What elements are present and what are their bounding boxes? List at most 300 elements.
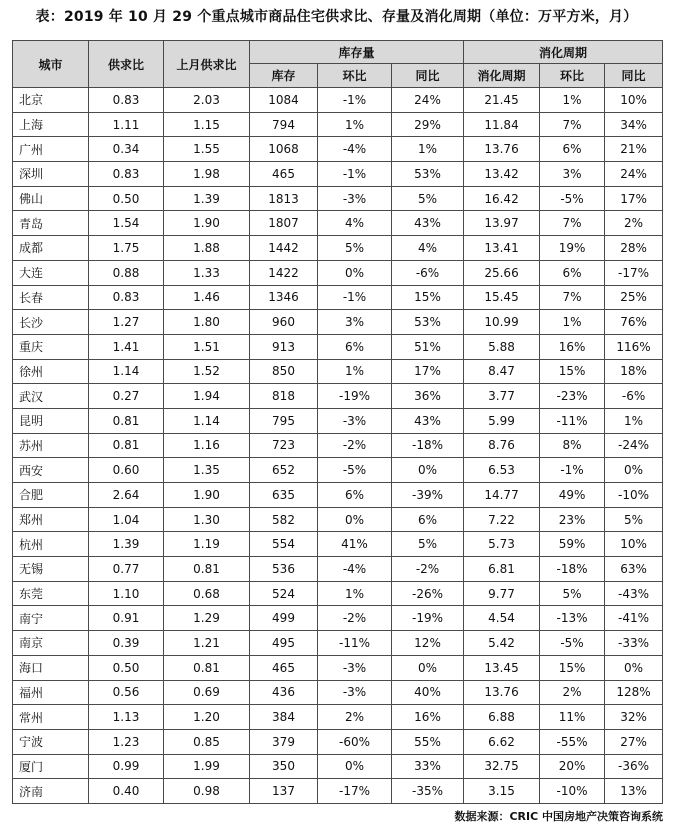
cell-digestion-mom: 6% <box>540 137 605 162</box>
cell-inventory-yoy: 40% <box>392 680 464 705</box>
header-inventory-group: 库存量 <box>250 41 464 64</box>
table-row <box>13 631 663 656</box>
cell-inventory-mom: 6% <box>318 483 392 508</box>
cell-inventory: 536 <box>250 557 318 582</box>
cell-inventory: 495 <box>250 631 318 656</box>
cell-inventory-mom: 5% <box>318 236 392 261</box>
header-supply-demand: 供求比 <box>89 41 164 88</box>
cell-digestion-cycle: 6.62 <box>464 729 540 754</box>
cell-inventory-mom: 3% <box>318 310 392 335</box>
cell-inventory: 794 <box>250 112 318 137</box>
cell-digestion-cycle: 13.42 <box>464 162 540 187</box>
cell-last-month-supply-demand: 0.81 <box>164 655 250 680</box>
cell-digestion-yoy: 1% <box>605 408 663 433</box>
cell-inventory: 554 <box>250 532 318 557</box>
header-digestion-mom: 环比 <box>540 64 605 88</box>
cell-digestion-mom: 1% <box>540 310 605 335</box>
cell-digestion-cycle: 13.97 <box>464 211 540 236</box>
cell-digestion-mom: 20% <box>540 754 605 779</box>
table-row <box>13 408 663 433</box>
cell-inventory-mom: -3% <box>318 680 392 705</box>
cell-inventory: 1068 <box>250 137 318 162</box>
header-digestion-group: 消化周期 <box>464 41 663 64</box>
cell-inventory: 723 <box>250 433 318 458</box>
cell-digestion-cycle: 8.76 <box>464 433 540 458</box>
cell-inventory: 635 <box>250 483 318 508</box>
cell-inventory-mom: 1% <box>318 359 392 384</box>
cell-digestion-cycle: 5.42 <box>464 631 540 656</box>
cell-digestion-mom: -5% <box>540 186 605 211</box>
cell-inventory-mom: -19% <box>318 384 392 409</box>
cell-last-month-supply-demand: 1.51 <box>164 334 250 359</box>
cell-digestion-mom: 59% <box>540 532 605 557</box>
cell-inventory: 465 <box>250 655 318 680</box>
cell-city: 佛山 <box>13 186 89 211</box>
cell-digestion-yoy: -10% <box>605 483 663 508</box>
cell-inventory-yoy: 17% <box>392 359 464 384</box>
cell-supply-demand: 1.10 <box>89 581 164 606</box>
table-row <box>13 433 663 458</box>
cell-inventory-yoy: 0% <box>392 655 464 680</box>
table-row <box>13 186 663 211</box>
cell-city: 长春 <box>13 285 89 310</box>
cell-last-month-supply-demand: 1.90 <box>164 211 250 236</box>
header-inventory: 库存 <box>250 64 318 88</box>
table-row <box>13 384 663 409</box>
table-row <box>13 680 663 705</box>
cell-city: 上海 <box>13 112 89 137</box>
cell-digestion-cycle: 8.47 <box>464 359 540 384</box>
table-row <box>13 88 663 113</box>
cell-inventory: 350 <box>250 754 318 779</box>
cell-city: 苏州 <box>13 433 89 458</box>
cell-supply-demand: 0.91 <box>89 606 164 631</box>
cell-inventory-yoy: -18% <box>392 433 464 458</box>
cell-last-month-supply-demand: 1.33 <box>164 260 250 285</box>
cell-city: 南宁 <box>13 606 89 631</box>
table-row <box>13 211 663 236</box>
cell-digestion-yoy: 5% <box>605 507 663 532</box>
cell-inventory: 652 <box>250 458 318 483</box>
cell-city: 广州 <box>13 137 89 162</box>
cell-digestion-yoy: 128% <box>605 680 663 705</box>
cell-inventory-mom: -3% <box>318 408 392 433</box>
cell-digestion-mom: 15% <box>540 359 605 384</box>
cell-inventory-yoy: 51% <box>392 334 464 359</box>
cell-inventory: 913 <box>250 334 318 359</box>
cell-digestion-cycle: 7.22 <box>464 507 540 532</box>
cell-inventory: 795 <box>250 408 318 433</box>
cell-inventory: 582 <box>250 507 318 532</box>
cell-digestion-yoy: 34% <box>605 112 663 137</box>
cell-digestion-cycle: 6.81 <box>464 557 540 582</box>
cell-last-month-supply-demand: 1.52 <box>164 359 250 384</box>
cell-digestion-mom: 7% <box>540 285 605 310</box>
cell-inventory: 524 <box>250 581 318 606</box>
cell-digestion-cycle: 3.77 <box>464 384 540 409</box>
header-inventory-mom: 环比 <box>318 64 392 88</box>
cell-inventory: 1422 <box>250 260 318 285</box>
cell-digestion-mom: 11% <box>540 705 605 730</box>
cell-city: 北京 <box>13 88 89 113</box>
cell-city: 成都 <box>13 236 89 261</box>
cell-inventory: 1813 <box>250 186 318 211</box>
cell-digestion-mom: 7% <box>540 211 605 236</box>
cell-supply-demand: 0.50 <box>89 186 164 211</box>
table-title: 表：2019 年 10 月 29 个重点城市商品住宅供求比、存量及消化周期（单位：万平方米，月） <box>35 9 638 25</box>
cell-last-month-supply-demand: 1.46 <box>164 285 250 310</box>
cell-last-month-supply-demand: 0.69 <box>164 680 250 705</box>
cell-digestion-cycle: 9.77 <box>464 581 540 606</box>
cell-last-month-supply-demand: 1.16 <box>164 433 250 458</box>
cell-inventory: 499 <box>250 606 318 631</box>
cell-inventory-yoy: 16% <box>392 705 464 730</box>
cell-last-month-supply-demand: 0.68 <box>164 581 250 606</box>
cell-city: 昆明 <box>13 408 89 433</box>
cell-digestion-yoy: 18% <box>605 359 663 384</box>
cell-last-month-supply-demand: 1.21 <box>164 631 250 656</box>
cell-digestion-yoy: 28% <box>605 236 663 261</box>
cell-digestion-mom: 16% <box>540 334 605 359</box>
cell-digestion-yoy: -43% <box>605 581 663 606</box>
cell-digestion-yoy: 0% <box>605 655 663 680</box>
cell-digestion-cycle: 13.41 <box>464 236 540 261</box>
cell-digestion-yoy: 116% <box>605 334 663 359</box>
cell-digestion-yoy: 25% <box>605 285 663 310</box>
cell-city: 福州 <box>13 680 89 705</box>
cell-digestion-yoy: 21% <box>605 137 663 162</box>
cell-city: 杭州 <box>13 532 89 557</box>
cell-digestion-mom: -13% <box>540 606 605 631</box>
cell-city: 南京 <box>13 631 89 656</box>
cell-digestion-mom: -10% <box>540 779 605 804</box>
cell-inventory-yoy: 53% <box>392 162 464 187</box>
cell-digestion-cycle: 5.88 <box>464 334 540 359</box>
cell-inventory-yoy: 33% <box>392 754 464 779</box>
cell-inventory: 384 <box>250 705 318 730</box>
cell-supply-demand: 0.27 <box>89 384 164 409</box>
cell-city: 合肥 <box>13 483 89 508</box>
cell-supply-demand: 1.14 <box>89 359 164 384</box>
cell-city: 徐州 <box>13 359 89 384</box>
cell-last-month-supply-demand: 1.29 <box>164 606 250 631</box>
cell-digestion-mom: -55% <box>540 729 605 754</box>
cell-digestion-mom: 23% <box>540 507 605 532</box>
cell-digestion-mom: 19% <box>540 236 605 261</box>
cell-last-month-supply-demand: 1.55 <box>164 137 250 162</box>
table-row <box>13 655 663 680</box>
cell-supply-demand: 0.81 <box>89 408 164 433</box>
cell-digestion-cycle: 32.75 <box>464 754 540 779</box>
cell-inventory-mom: 2% <box>318 705 392 730</box>
table-row <box>13 483 663 508</box>
cell-inventory: 436 <box>250 680 318 705</box>
cell-digestion-cycle: 14.77 <box>464 483 540 508</box>
table-row <box>13 458 663 483</box>
cell-inventory-yoy: -6% <box>392 260 464 285</box>
cell-supply-demand: 0.83 <box>89 162 164 187</box>
cell-last-month-supply-demand: 1.19 <box>164 532 250 557</box>
cell-digestion-yoy: -36% <box>605 754 663 779</box>
table-row <box>13 779 663 804</box>
table-row <box>13 162 663 187</box>
cell-city: 大连 <box>13 260 89 285</box>
cell-inventory-mom: 0% <box>318 754 392 779</box>
cell-city: 常州 <box>13 705 89 730</box>
cell-inventory-mom: -4% <box>318 557 392 582</box>
cell-city: 西安 <box>13 458 89 483</box>
cell-city: 海口 <box>13 655 89 680</box>
cell-inventory-yoy: 6% <box>392 507 464 532</box>
table-row <box>13 581 663 606</box>
cell-supply-demand: 1.23 <box>89 729 164 754</box>
cell-supply-demand: 1.04 <box>89 507 164 532</box>
table-row <box>13 334 663 359</box>
table-row <box>13 705 663 730</box>
cell-last-month-supply-demand: 1.98 <box>164 162 250 187</box>
cell-digestion-mom: 1% <box>540 88 605 113</box>
cell-last-month-supply-demand: 0.85 <box>164 729 250 754</box>
cell-digestion-yoy: 17% <box>605 186 663 211</box>
table-row <box>13 112 663 137</box>
cell-digestion-cycle: 21.45 <box>464 88 540 113</box>
cell-supply-demand: 0.99 <box>89 754 164 779</box>
cell-supply-demand: 0.56 <box>89 680 164 705</box>
cell-digestion-mom: -1% <box>540 458 605 483</box>
table-row <box>13 754 663 779</box>
cell-supply-demand: 1.27 <box>89 310 164 335</box>
cell-last-month-supply-demand: 1.30 <box>164 507 250 532</box>
cell-digestion-mom: 5% <box>540 581 605 606</box>
cell-digestion-yoy: -17% <box>605 260 663 285</box>
cell-supply-demand: 0.40 <box>89 779 164 804</box>
cell-last-month-supply-demand: 0.81 <box>164 557 250 582</box>
cell-digestion-cycle: 13.76 <box>464 137 540 162</box>
cell-inventory-yoy: 36% <box>392 384 464 409</box>
cell-city: 宁波 <box>13 729 89 754</box>
cell-inventory-mom: 1% <box>318 112 392 137</box>
cell-inventory: 960 <box>250 310 318 335</box>
cell-inventory-mom: 6% <box>318 334 392 359</box>
cell-inventory-yoy: 15% <box>392 285 464 310</box>
cell-digestion-cycle: 5.73 <box>464 532 540 557</box>
cell-digestion-yoy: 13% <box>605 779 663 804</box>
cell-digestion-yoy: -6% <box>605 384 663 409</box>
cell-last-month-supply-demand: 1.20 <box>164 705 250 730</box>
cell-inventory-mom: -5% <box>318 458 392 483</box>
cell-city: 济南 <box>13 779 89 804</box>
cell-digestion-yoy: 24% <box>605 162 663 187</box>
cell-digestion-cycle: 10.99 <box>464 310 540 335</box>
cell-inventory-yoy: -26% <box>392 581 464 606</box>
cell-last-month-supply-demand: 1.14 <box>164 408 250 433</box>
cell-supply-demand: 1.39 <box>89 532 164 557</box>
cell-digestion-mom: 8% <box>540 433 605 458</box>
table-row <box>13 507 663 532</box>
table-row <box>13 532 663 557</box>
cell-supply-demand: 2.64 <box>89 483 164 508</box>
cell-inventory-yoy: -19% <box>392 606 464 631</box>
cell-digestion-mom: 15% <box>540 655 605 680</box>
cell-inventory-yoy: 1% <box>392 137 464 162</box>
cell-inventory-mom: -60% <box>318 729 392 754</box>
cell-city: 深圳 <box>13 162 89 187</box>
cell-inventory-mom: -11% <box>318 631 392 656</box>
cell-digestion-cycle: 4.54 <box>464 606 540 631</box>
header-digestion-yoy: 同比 <box>605 64 663 88</box>
cell-inventory-mom: -4% <box>318 137 392 162</box>
cell-digestion-cycle: 11.84 <box>464 112 540 137</box>
cell-digestion-cycle: 25.66 <box>464 260 540 285</box>
cell-last-month-supply-demand: 1.39 <box>164 186 250 211</box>
cell-digestion-yoy: 76% <box>605 310 663 335</box>
cell-digestion-yoy: 10% <box>605 532 663 557</box>
cell-inventory: 1084 <box>250 88 318 113</box>
cell-supply-demand: 0.88 <box>89 260 164 285</box>
header-last-month-supply-demand: 上月供求比 <box>164 41 250 88</box>
cell-digestion-yoy: -41% <box>605 606 663 631</box>
cell-supply-demand: 0.83 <box>89 285 164 310</box>
cell-inventory: 1346 <box>250 285 318 310</box>
cell-digestion-yoy: 32% <box>605 705 663 730</box>
cell-last-month-supply-demand: 1.80 <box>164 310 250 335</box>
cell-last-month-supply-demand: 1.35 <box>164 458 250 483</box>
cell-supply-demand: 0.34 <box>89 137 164 162</box>
cell-last-month-supply-demand: 1.99 <box>164 754 250 779</box>
cell-inventory: 137 <box>250 779 318 804</box>
cell-inventory-yoy: -39% <box>392 483 464 508</box>
cell-digestion-mom: -18% <box>540 557 605 582</box>
cell-inventory: 1442 <box>250 236 318 261</box>
cell-inventory: 465 <box>250 162 318 187</box>
housing-data-table <box>12 40 663 804</box>
cell-inventory-mom: -2% <box>318 433 392 458</box>
cell-digestion-yoy: -24% <box>605 433 663 458</box>
cell-inventory-mom: -1% <box>318 162 392 187</box>
cell-digestion-cycle: 6.53 <box>464 458 540 483</box>
cell-city: 无锡 <box>13 557 89 582</box>
cell-inventory-yoy: 24% <box>392 88 464 113</box>
cell-city: 郑州 <box>13 507 89 532</box>
cell-digestion-cycle: 3.15 <box>464 779 540 804</box>
cell-inventory-mom: -3% <box>318 186 392 211</box>
cell-supply-demand: 0.50 <box>89 655 164 680</box>
table-header <box>13 41 663 88</box>
cell-inventory-mom: -1% <box>318 88 392 113</box>
cell-supply-demand: 1.75 <box>89 236 164 261</box>
cell-inventory-yoy: -2% <box>392 557 464 582</box>
cell-inventory-yoy: 12% <box>392 631 464 656</box>
table-row <box>13 729 663 754</box>
cell-supply-demand: 0.60 <box>89 458 164 483</box>
cell-city: 厦门 <box>13 754 89 779</box>
cell-supply-demand: 1.13 <box>89 705 164 730</box>
cell-inventory-yoy: 55% <box>392 729 464 754</box>
cell-last-month-supply-demand: 2.03 <box>164 88 250 113</box>
cell-digestion-yoy: -33% <box>605 631 663 656</box>
cell-digestion-yoy: 0% <box>605 458 663 483</box>
header-city: 城市 <box>13 41 89 88</box>
cell-digestion-mom: 49% <box>540 483 605 508</box>
cell-inventory-mom: 1% <box>318 581 392 606</box>
cell-digestion-yoy: 27% <box>605 729 663 754</box>
cell-inventory-yoy: 53% <box>392 310 464 335</box>
cell-digestion-mom: 2% <box>540 680 605 705</box>
cell-inventory-mom: 41% <box>318 532 392 557</box>
cell-inventory-mom: 0% <box>318 260 392 285</box>
table-body <box>13 88 663 804</box>
header-inventory-yoy: 同比 <box>392 64 464 88</box>
cell-city: 东莞 <box>13 581 89 606</box>
cell-inventory-mom: 0% <box>318 507 392 532</box>
cell-inventory: 850 <box>250 359 318 384</box>
data-source-note: 数据来源：CRIC 中国房地产决策咨询系统 <box>454 810 663 823</box>
cell-digestion-cycle: 15.45 <box>464 285 540 310</box>
cell-inventory-mom: -2% <box>318 606 392 631</box>
cell-digestion-mom: 6% <box>540 260 605 285</box>
cell-supply-demand: 1.11 <box>89 112 164 137</box>
cell-inventory: 379 <box>250 729 318 754</box>
cell-inventory-mom: 4% <box>318 211 392 236</box>
cell-digestion-mom: -23% <box>540 384 605 409</box>
cell-last-month-supply-demand: 1.15 <box>164 112 250 137</box>
table-row <box>13 236 663 261</box>
cell-digestion-cycle: 13.45 <box>464 655 540 680</box>
cell-last-month-supply-demand: 1.88 <box>164 236 250 261</box>
table-row <box>13 557 663 582</box>
cell-inventory: 1807 <box>250 211 318 236</box>
cell-city: 重庆 <box>13 334 89 359</box>
cell-digestion-yoy: 10% <box>605 88 663 113</box>
cell-inventory-yoy: -35% <box>392 779 464 804</box>
cell-inventory-mom: -17% <box>318 779 392 804</box>
cell-inventory: 818 <box>250 384 318 409</box>
cell-inventory-yoy: 29% <box>392 112 464 137</box>
table-row <box>13 606 663 631</box>
cell-last-month-supply-demand: 1.90 <box>164 483 250 508</box>
cell-supply-demand: 1.41 <box>89 334 164 359</box>
cell-last-month-supply-demand: 1.94 <box>164 384 250 409</box>
cell-city: 武汉 <box>13 384 89 409</box>
cell-digestion-mom: 3% <box>540 162 605 187</box>
cell-digestion-cycle: 6.88 <box>464 705 540 730</box>
cell-inventory-yoy: 5% <box>392 532 464 557</box>
cell-inventory-mom: -1% <box>318 285 392 310</box>
cell-digestion-cycle: 13.76 <box>464 680 540 705</box>
cell-digestion-yoy: 2% <box>605 211 663 236</box>
cell-inventory-mom: -3% <box>318 655 392 680</box>
cell-supply-demand: 0.81 <box>89 433 164 458</box>
cell-city: 长沙 <box>13 310 89 335</box>
cell-inventory-yoy: 43% <box>392 211 464 236</box>
table-row <box>13 359 663 384</box>
cell-digestion-cycle: 5.99 <box>464 408 540 433</box>
cell-city: 青岛 <box>13 211 89 236</box>
cell-supply-demand: 0.39 <box>89 631 164 656</box>
table-row <box>13 137 663 162</box>
cell-inventory-yoy: 5% <box>392 186 464 211</box>
cell-inventory-yoy: 4% <box>392 236 464 261</box>
cell-supply-demand: 1.54 <box>89 211 164 236</box>
cell-digestion-mom: -11% <box>540 408 605 433</box>
cell-inventory-yoy: 0% <box>392 458 464 483</box>
cell-digestion-cycle: 16.42 <box>464 186 540 211</box>
header-digestion-cycle: 消化周期 <box>464 64 540 88</box>
table-row <box>13 260 663 285</box>
table-row <box>13 285 663 310</box>
table-row <box>13 310 663 335</box>
cell-supply-demand: 0.77 <box>89 557 164 582</box>
